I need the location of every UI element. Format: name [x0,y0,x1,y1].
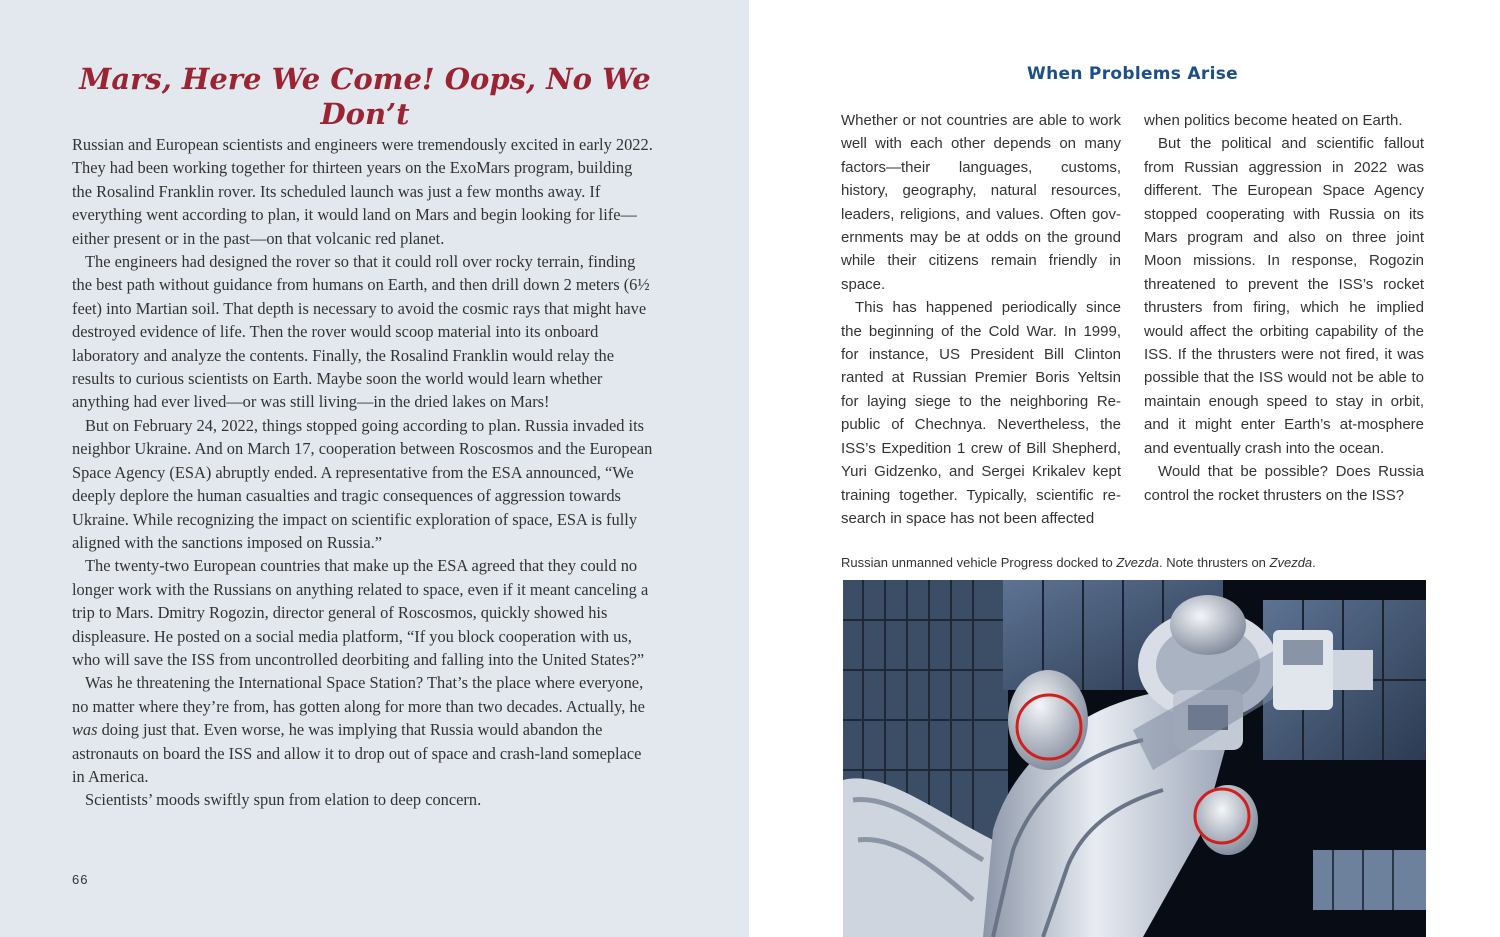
right-page [749,0,1500,937]
thruster-pod-left [1008,670,1088,770]
column-2-paragraph-1: when politics become heated on Earth. [1144,112,1403,129]
left-paragraph-5 [72,671,656,788]
caption-part-1: Russian unmanned vehicle Progress docked to [841,555,1117,570]
caption-part-2: . Note thrusters on [1158,555,1270,570]
caption-italic-1: Zvezda [1116,555,1159,570]
column-2-paragraph-3: Would that be possible? Does Russia control the rocket thrusters on the ISS? [1144,463,1424,504]
left-paragraph-2: The engineers had designed the rover so that it could roll over rocky terrain, finding the best path without guidance from humans on Earth, and then drill down 2 meters (6½ feet) into Martian soil. That depth is necessary to avoid the cosmic rays that might have destroyed evidence of life. Then the rover would scoop material into its onboard laboratory and analyze the contents. Finally, the Rosalind Franklin would relay the results to curious scientists on Earth. Maybe soon the world would learn whether anything had ever lived—or was still living—in the dried lakes on Mars! [72,252,650,412]
photo-caption [841,555,1426,570]
left-page [0,0,749,937]
left-paragraph-5-end: doing just that. Even worse, he was implying that Russia would abandon the astronauts on board the ISS and allow it to drop out of space and crash-land someplace in America. [72,720,642,786]
left-body-text [72,133,656,812]
column-2-paragraph-2: But the political and scientific fallout from Russian aggression in 2022 was different. The European Space Agency stopped cooperating with Russia on its Mars program and also on three joint Moon missions. In response, Rogozin threatened to prevent the ISS’s rocket thrusters from firing, which he implied would affect the orbiting capability of the ISS. If the thrusters were not fired, it was possible that the ISS would not be able to maintain enough speed to stay in orbit, and it might enter Earth’s at-mosphere and eventually crash into the ocean. [1144,135,1424,457]
left-paragraph-1: Russian and European scientists and engineers were tremendously excited in early 2022. They had been working together for thirteen years on the ExoMars program, building the Rosalind Franklin rover. Its scheduled launch was just a few months away. If everything went according to plan, it would land on Mars and begin looking for life—either present or in the past—on that volcanic red planet. [72,135,653,248]
column-1-paragraph-2: This has happened periodically since the beginning of the Cold War. In 1999, for instance, US President Bill Clinton ranted at Russian Premier Boris Yeltsin for laying siege to the neighboring Re-public of Chechnya. Nevertheless, the ISS’s Expedition 1 crew of Bill Shepherd, Yuri Gidzenko, and Sergei Krikalev kept training together. Typically, scientific re-search in space has not been affected [841,299,1121,527]
caption-italic-2: Zvezda [1269,555,1313,570]
section-heading: When Problems Arise [1027,64,1238,84]
left-paragraph-4: The twenty-two European countries that make up the ESA agreed that they could no longer work with the Russians on anything related to space, even if it meant canceling a trip to Mars. Dmitry Rogozin, director general of Roscosmos, quickly showed his displeasure. He posted on a social media platform, “If you block cooperation with us, who will save the ISS from uncontrolled deorbiting and falling into the United States?” [72,556,649,669]
iss-photo-illustration [843,580,1426,937]
page-number: 66 [72,872,89,887]
iss-photo [843,580,1426,937]
left-paragraph-5-start: Was he threatening the International Space Station? That’s the place where everyone, no matter where they’re from, has gotten along for more than two decades. Actually, he [72,673,645,716]
left-paragraph-5-emphasis: was [72,720,98,740]
text-column-2 [1144,109,1424,507]
column-1-paragraph-1: Whether or not countries are able to work well with each other depends on many factors—their languages, customs, history, geography, natural resources, leaders, religions, and values. Often gov-ernments may be at odds on the ground while their citizens remain friendly in space. [841,112,1121,293]
left-solar-array [843,580,1008,937]
text-column-1 [841,109,1121,530]
chapter-title: Mars, Here We Come! Oops, No We Don’t [79,62,651,131]
left-paragraph-6: Scientists’ moods swiftly spun from elation to deep concern. [85,790,482,810]
left-paragraph-3: But on February 24, 2022, things stopped going according to plan. Russia invaded its neighbor Ukraine. And on March 17, cooperation between Roscosmos and the European Space Agency (ESA) abruptly ended. A representative from the ESA announced, “We deeply deplore the human casualties and tragic consequences of aggression towards Ukraine. While recognizing the impact on scientific exploration of space, ESA is fully aligned with the sanctions imposed on Russia.” [72,415,653,552]
caption-part-3: . [1312,555,1316,570]
